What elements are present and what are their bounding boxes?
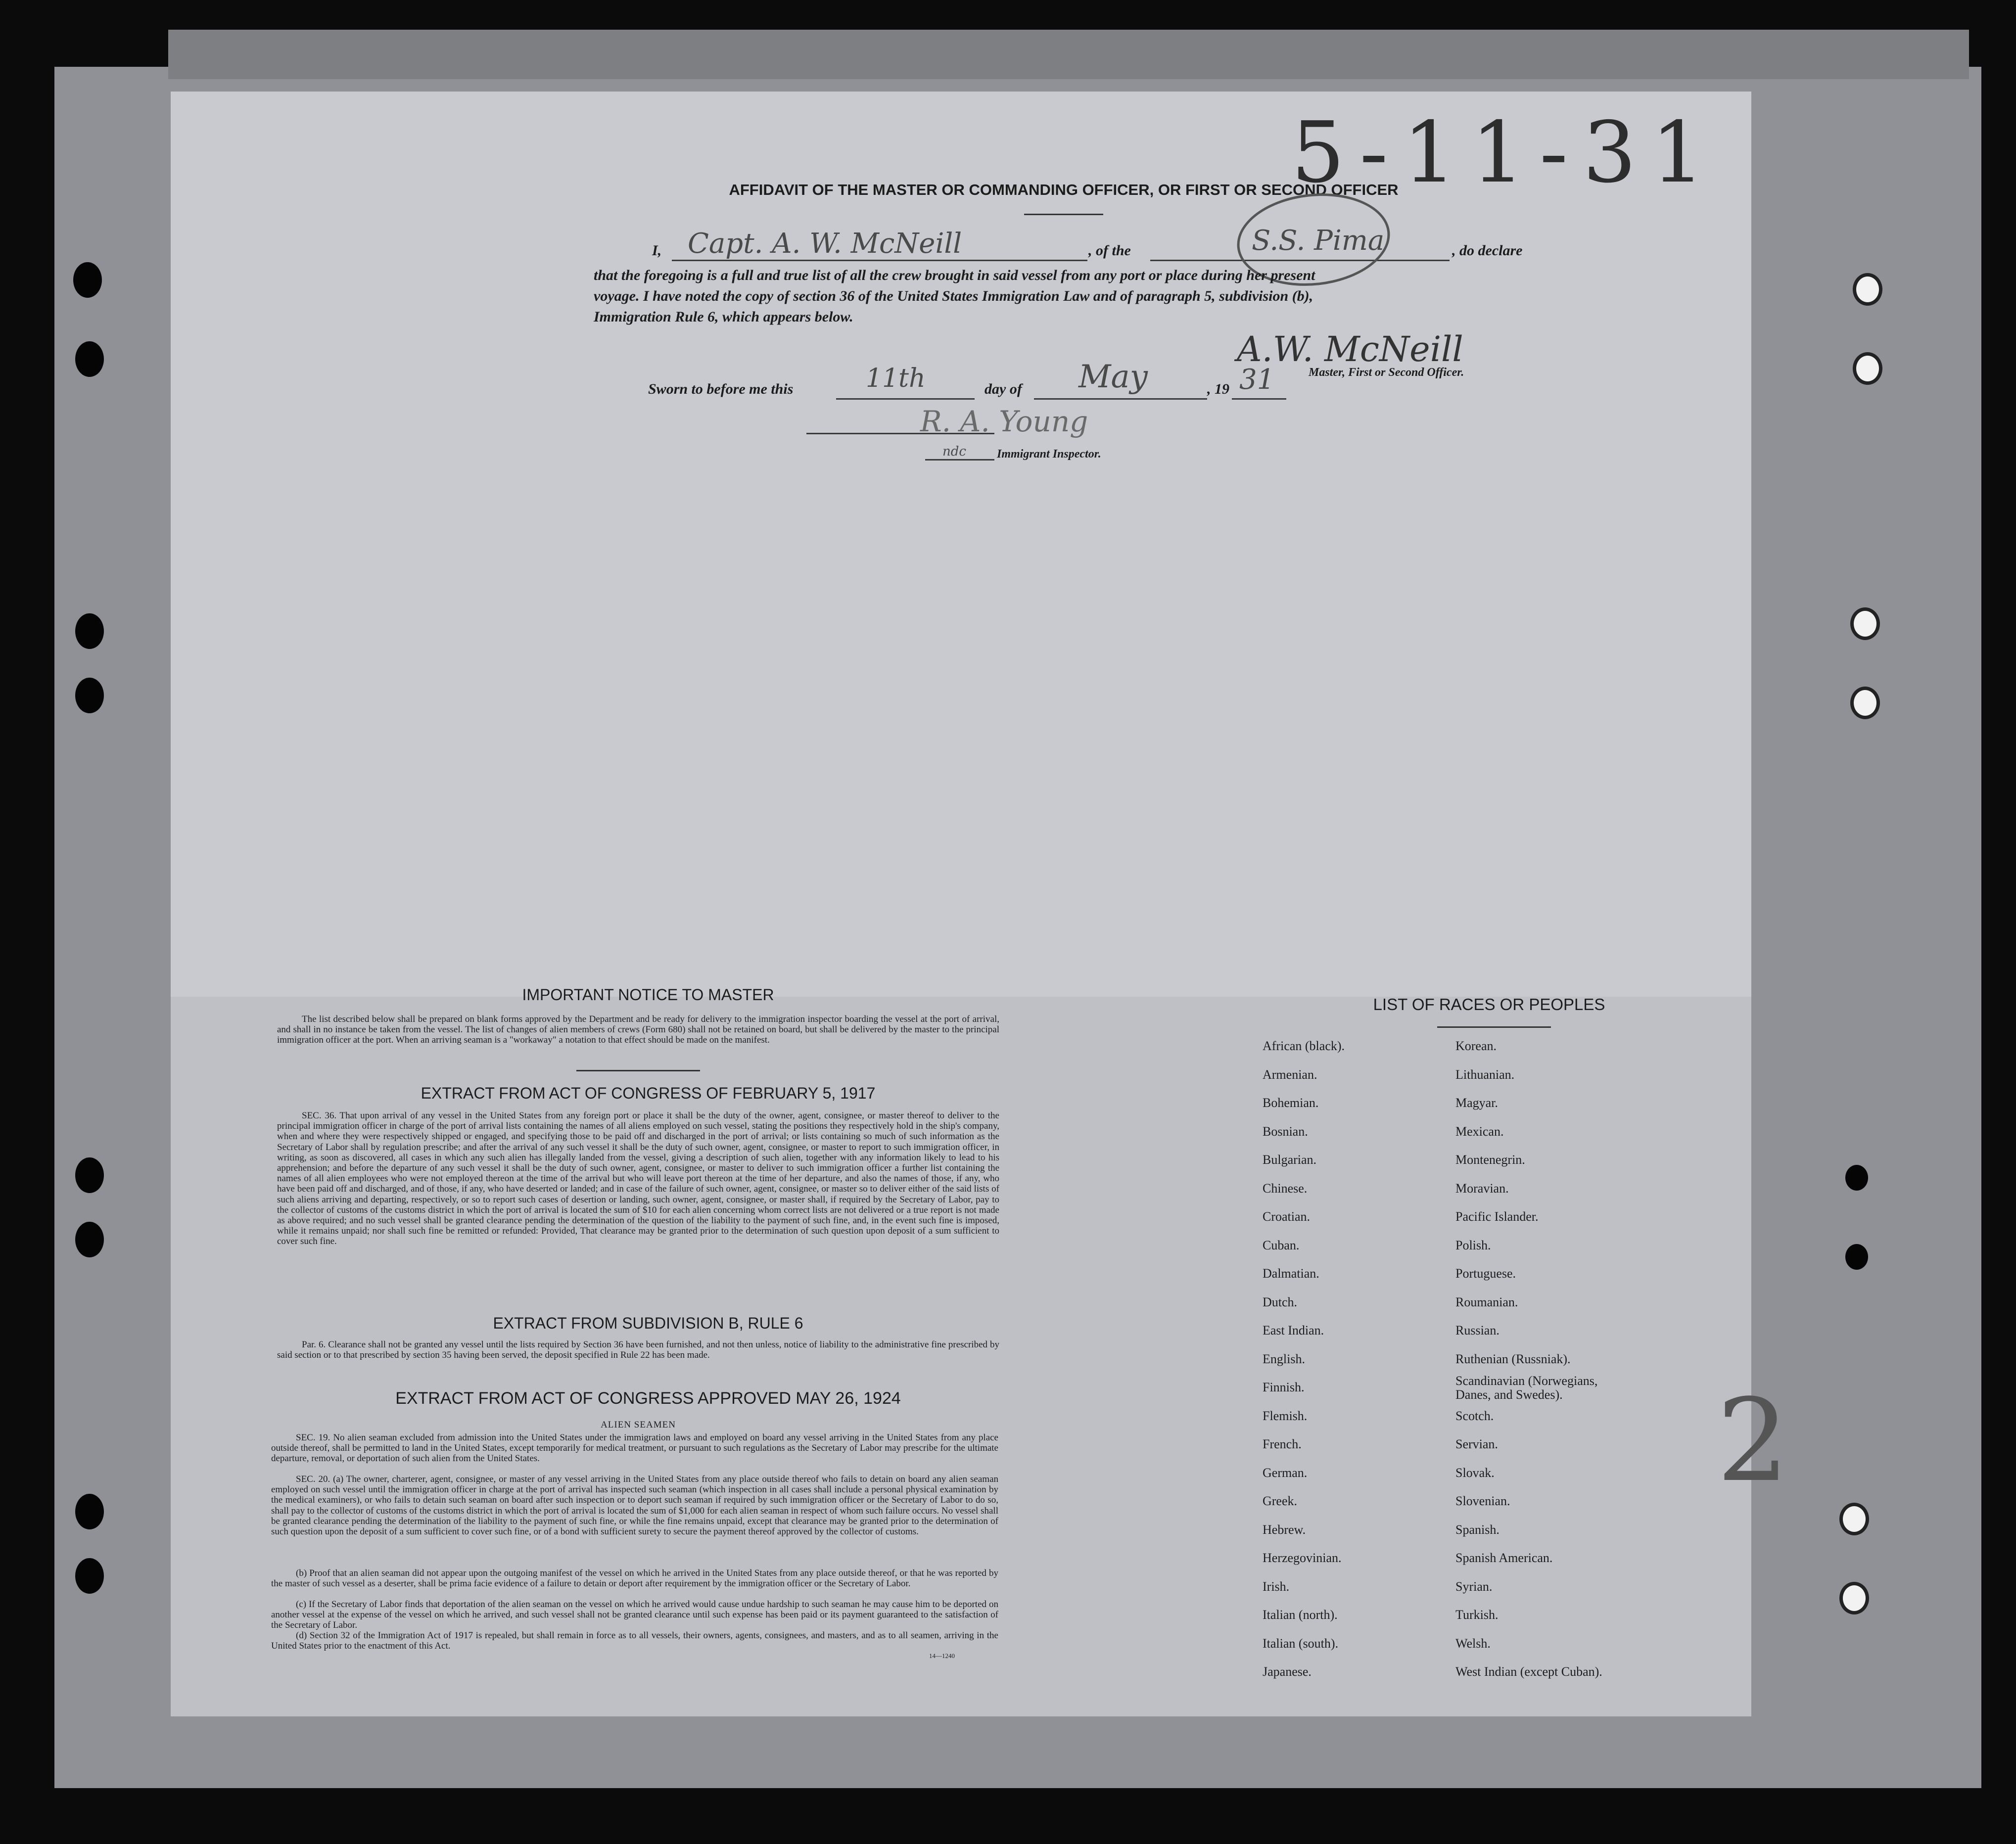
inspector-initials-line xyxy=(925,459,994,461)
races-title-rule xyxy=(1437,1026,1551,1028)
race-item: Armenian. xyxy=(1263,1067,1317,1082)
race-item: German. xyxy=(1263,1465,1308,1480)
race-item: Polish. xyxy=(1455,1238,1491,1252)
sworn-label: Sworn to before me this xyxy=(648,381,794,397)
race-item: Spanish American. xyxy=(1455,1551,1553,1565)
sworn-day-line xyxy=(836,398,975,400)
race-item: Cuban. xyxy=(1263,1238,1300,1252)
sec19-text: SEC. 19. No alien seaman excluded from admission into the United States under the immigration laws and employed on board any vessel arriving in the United States from any place outside thereof, shall be permitted to land in the United States, except temporarily for medical treatment, or pursuant to such regulations as the Secretary of Labor may prescribe for the ultimate departure, removal, or deportation of such alien from the United States. xyxy=(271,1432,998,1464)
notice-rule xyxy=(576,1070,700,1071)
affidavit-of-the-label: , of the xyxy=(1088,242,1131,259)
officer-label: Master, First or Second Officer. xyxy=(1309,366,1464,379)
race-item: Spanish. xyxy=(1455,1522,1500,1537)
race-item: Roumanian. xyxy=(1455,1294,1518,1309)
binder-hole-right-4 xyxy=(1850,687,1880,719)
affidavit-title: AFFIDAVIT OF THE MASTER OR COMMANDING OFFICER, OR FIRST OR SECOND OFFICER xyxy=(729,181,1399,198)
notice-text: The list described below shall be prepared on blank forms approved by the Department and be ready for delivery to the immigration inspector boarding the vessel at the port of arrival, and shall in no instance be taken from the vessel. The list of changes of alien members of crews (Form 680) shall not be retained on board, but shall be delivered by the master to the principal immigration officer at the port. When an arriving seaman is a "workaway" a notation to that effect should be made on the manifest. xyxy=(277,1014,999,1046)
race-item: Portuguese. xyxy=(1455,1266,1516,1281)
race-item: Scotch. xyxy=(1455,1408,1494,1423)
inspector-signature: R. A. Young xyxy=(920,405,1088,438)
day-of-label: day of xyxy=(985,381,1022,397)
race-item: Turkish. xyxy=(1455,1608,1499,1622)
alien-seamen-subtitle: ALIEN SEAMEN xyxy=(601,1420,676,1430)
year-prefix: , 19 xyxy=(1207,381,1229,397)
race-item: Syrian. xyxy=(1455,1579,1493,1594)
binder-hole-right-1 xyxy=(1853,273,1882,306)
handwritten-date: 5-11-31 xyxy=(1291,104,1720,202)
race-item: Italian (south). xyxy=(1263,1636,1339,1651)
inspector-label: Immigrant Inspector. xyxy=(997,448,1101,461)
binder-hole-left-4 xyxy=(75,678,104,713)
binder-hole-left-5 xyxy=(75,1157,104,1193)
vessel-name: S.S. Pima xyxy=(1252,225,1385,257)
race-item: Japanese. xyxy=(1263,1664,1312,1679)
race-item: Greek. xyxy=(1263,1494,1298,1508)
inspector-line xyxy=(806,433,994,434)
master-name-line xyxy=(672,260,1087,261)
notice-title: IMPORTANT NOTICE TO MASTER xyxy=(522,986,774,1004)
race-item: Pacific Islander. xyxy=(1455,1209,1539,1224)
binder-hole-left-3 xyxy=(75,613,104,649)
race-item: Bosnian. xyxy=(1263,1124,1308,1139)
race-item: Finnish. xyxy=(1263,1380,1305,1394)
sec20b-text: (b) Proof that an alien seaman did not appear upon the outgoing manifest of the vessel on which he arrived in the United States from any place outside thereof, or that he was reported by the master of such vessel as a deserter, shall be prima facie evidence of a failure to detain or deport after requirement by the immigration officer or the Secretary of Labor. xyxy=(271,1568,998,1589)
race-item: Dalmatian. xyxy=(1263,1266,1319,1281)
rule6-title: EXTRACT FROM SUBDIVISION B, RULE 6 xyxy=(493,1314,803,1332)
race-item: Hebrew. xyxy=(1263,1522,1306,1537)
race-item: Servian. xyxy=(1455,1437,1498,1451)
binder-hole-left-1 xyxy=(73,262,102,298)
sworn-month: May xyxy=(1078,359,1148,395)
affidavit-i-label: I, xyxy=(652,242,662,259)
sworn-day: 11th xyxy=(866,364,926,393)
race-item: Mexican. xyxy=(1455,1124,1504,1139)
race-item: Moravian. xyxy=(1455,1181,1509,1196)
race-item: Croatian. xyxy=(1263,1209,1311,1224)
form-number: 14—1240 xyxy=(929,1652,955,1660)
year-line xyxy=(1232,398,1286,400)
race-item: East Indian. xyxy=(1263,1323,1324,1337)
binder-hole-right-7 xyxy=(1839,1503,1869,1535)
sec20d-text: (d) Section 32 of the Immigration Act of 1917 is repealed, but shall remain in force as to all vessels, their owners, agents, consignees, and masters, and as to all seamen, arriving in the United States prior to the enactment of this Act. xyxy=(271,1630,998,1652)
race-item: Ruthenian (Russniak). xyxy=(1455,1351,1571,1366)
race-item: Scandinavian (Norwegians, Danes, and Swedes). xyxy=(1455,1374,1598,1402)
race-item: Dutch. xyxy=(1263,1294,1298,1309)
binder-hole-right-2 xyxy=(1853,352,1882,385)
race-item: Korean. xyxy=(1455,1039,1497,1053)
binder-hole-left-2 xyxy=(75,341,104,377)
race-item: Chinese. xyxy=(1263,1181,1308,1196)
binder-hole-right-5 xyxy=(1845,1165,1868,1191)
race-item: English. xyxy=(1263,1351,1305,1366)
extract-1917-text: SEC. 36. That upon arrival of any vessel in the United States from any foreign port or place it shall be the duty of the owner, agent, consignee, or master thereof to deliver to the principal immigration officer in charge of the port of arrival lists containing the names of all aliens employed on such vessel, stating the positions they respectively hold in the ship's company, when and where they were respectively shipped or engaged, and specifying those to be paid off and discharged in the port of arrival; or lists containing so much of such information as the Secretary of Labor shall by regulation prescribe; and after the arrival of any such vessel it shall be the duty of such owner, agent, consignee, or master to report to such immigration officer, in writing, as soon as discovered, all cases in which any such alien has illegally landed from the vessel, giving a description of such alien, together with any information likely to lead to his apprehension; and before the departure of any such vessel it shall be the duty of such owner, agent, consignee, or master to deliver to such immigration officer a further list containing the names of all alien employees who were not employed thereon at the time of the arrival but who will leave port thereon at the time of her departure, and also the names of those, if any, who have been paid off and discharged, and of those, if any, who have deserted or landed; and in case of the failure of such owner, agent, consignee, or master so to deliver either of the said lists of such aliens arriving and departing, respectively, or so to report such cases of desertion or landing, such owner, agent, consignee, or master shall, if required by the Secretary of Labor, pay to the collector of customs of the customs district in which the port of arrival is located the sum of $10 for each alien concerning whom correct lists are not delivered or a true report is not made as above required; and no such vessel shall be granted clearance pending the determination of the question of the liability to the payment of such fine, and, in the event such fine is imposed, while it remains unpaid; nor shall such fine be remitted or refunded: Provided, That clearance may be granted prior to the determination of such question upon deposit of a sum sufficient to cover such fine. xyxy=(277,1110,999,1247)
inspector-initials: ndc xyxy=(942,444,966,459)
race-item: Bohemian. xyxy=(1263,1096,1319,1110)
sec20a-text: SEC. 20. (a) The owner, charterer, agent, consignee, or master of any vessel arriving in the United States from any place outside thereof who fails to detain on board any alien seaman employed on such vessel until the immigration officer in charge at the port of arrival has inspected such seaman (which inspection in all cases shall include a personal physical examination by the medical examiners), or who fails to detain such seaman on board after such inspection or to deport such seaman if required by such immigration officer or the Secretary of Labor to do so, shall pay to the collector of customs of the customs district in which the port of arrival is located the sum of $1,000 for each alien seaman in respect of whom such failure occurs. No vessel shall be granted clearance pending the determination of the liability to the payment of such fine, or while the fine remains unpaid, except that clearance may be granted prior to the determination of such question upon the deposit of a sum sufficient to cover such fine, or of a bond with sufficient surety to secure the payment thereof approved by the collector of customs. xyxy=(271,1474,998,1537)
race-item: Lithuanian. xyxy=(1455,1067,1515,1082)
affidavit-line-2: voyage. I have noted the copy of section 36 of the United States Immigration Law and of paragraph 5, subdivision (b), xyxy=(594,288,1313,304)
sec20c-text: (c) If the Secretary of Labor finds that deportation of the alien seaman on the vessel on which he arrived would cause undue hardship to such seaman he may cause him to be deported on another vessel at the expense of the vessel on which he arrived, and such vessel shall not be granted clearance until such expense has been paid or its payment guaranteed to the satisfaction of the Secretary of Labor. xyxy=(271,1599,998,1631)
race-item: African (black). xyxy=(1263,1039,1345,1053)
binder-hole-right-3 xyxy=(1850,607,1880,640)
race-item: West Indian (except Cuban). xyxy=(1455,1664,1602,1679)
margin-mark: 2 xyxy=(1717,1375,1789,1507)
race-item: Welsh. xyxy=(1455,1636,1491,1651)
extract-1917-title: EXTRACT FROM ACT OF CONGRESS OF FEBRUARY 5, 1917 xyxy=(421,1084,876,1102)
race-item: Montenegrin. xyxy=(1455,1152,1525,1167)
race-item: Herzegovinian. xyxy=(1263,1551,1342,1565)
binder-hole-right-6 xyxy=(1845,1244,1868,1270)
race-item: Slovenian. xyxy=(1455,1494,1510,1508)
affidavit-declare-label: , do declare xyxy=(1452,242,1523,259)
race-item: Irish. xyxy=(1263,1579,1290,1594)
binder-hole-left-6 xyxy=(75,1222,104,1257)
race-item: Flemish. xyxy=(1263,1408,1308,1423)
year-suffix: 31 xyxy=(1239,364,1275,396)
race-item: French. xyxy=(1263,1437,1302,1451)
master-signature: A.W. McNeill xyxy=(1237,329,1463,369)
rule6-text: Par. 6. Clearance shall not be granted any vessel until the lists required by Section 36 have been furnished, and not then unless, notice of liability to the administrative fine prescribed by said section or to that prescribed by section 35 having been served, the deposit specified in Rule 22 has been made. xyxy=(277,1339,999,1361)
extract-1924-title: EXTRACT FROM ACT OF CONGRESS APPROVED MAY 26, 1924 xyxy=(395,1389,901,1408)
binder-hole-right-8 xyxy=(1839,1582,1869,1614)
race-item: Magyar. xyxy=(1455,1096,1498,1110)
race-item: Slovak. xyxy=(1455,1465,1495,1480)
mount-top-strip xyxy=(168,30,1969,79)
affidavit-line-3: Immigration Rule 6, which appears below. xyxy=(594,309,853,325)
affidavit-title-rule xyxy=(1024,214,1103,215)
master-name: Capt. A. W. McNeill xyxy=(688,228,962,260)
affidavit-line-1: that the foregoing is a full and true list of all the crew brought in said vessel from any port or place during her present xyxy=(594,267,1315,283)
race-item: Bulgarian. xyxy=(1263,1152,1317,1167)
race-item: Russian. xyxy=(1455,1323,1500,1337)
race-item: Italian (north). xyxy=(1263,1608,1338,1622)
binder-hole-left-7 xyxy=(75,1494,104,1529)
races-title: LIST OF RACES OR PEOPLES xyxy=(1373,995,1605,1014)
sworn-month-line xyxy=(1034,398,1207,400)
binder-hole-left-8 xyxy=(75,1558,104,1594)
